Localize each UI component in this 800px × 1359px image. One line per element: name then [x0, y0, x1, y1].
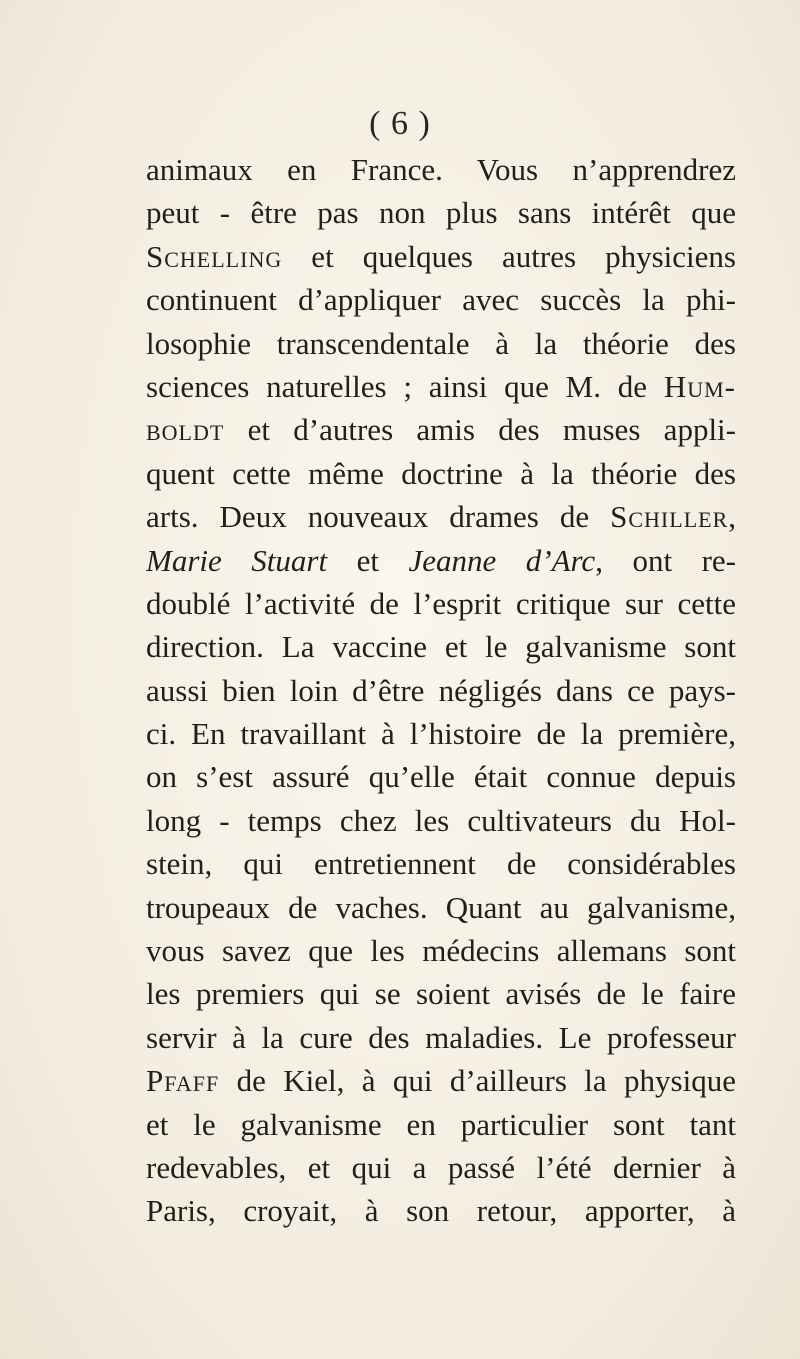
- proper-name: Schelling: [146, 238, 283, 274]
- text-line: [146, 365, 736, 408]
- text-line: [146, 625, 736, 668]
- text-span: losophie transcendentale à la théorie des: [146, 325, 736, 361]
- text-span: de Kiel, à qui d’ailleurs la physique: [219, 1063, 736, 1099]
- text-line: [146, 408, 736, 451]
- text-span: sciences naturelles ; ainsi que M. de: [146, 368, 664, 404]
- work-title: Marie Stuart: [146, 542, 328, 578]
- text-span: vous savez que les médecins allemans sont: [146, 933, 736, 969]
- text-span: ci. En travaillant à l’histoire de la première,: [146, 716, 736, 752]
- text-line: [146, 452, 736, 495]
- text-line: [146, 235, 736, 278]
- text-span: long - temps chez les cultivateurs du Hol-: [146, 802, 736, 838]
- proper-name: Pfaff: [146, 1063, 220, 1099]
- text-line: [146, 191, 736, 234]
- text-span: Paris, croyait, à son retour, apporter, à: [146, 1193, 736, 1229]
- text-line: [146, 842, 736, 885]
- text-line: [146, 886, 736, 929]
- proper-name: Hum-: [663, 368, 736, 404]
- text-span: aussi bien loin d’être négligés dans ce pays-: [146, 672, 736, 708]
- text-line: [146, 1059, 736, 1102]
- text-span: stein, qui entretiennent de considérables: [146, 846, 736, 882]
- text-line: [146, 799, 736, 842]
- text-line: [146, 1103, 736, 1146]
- text-line: [146, 1146, 736, 1189]
- body-text: [146, 148, 736, 1233]
- text-span: et d’autres amis des muses appli-: [224, 412, 736, 448]
- text-line: [146, 582, 736, 625]
- text-span: ,: [728, 499, 736, 535]
- text-span: on s’est assuré qu’elle était connue depuis: [146, 759, 736, 795]
- text-span: et quelques autres physiciens: [282, 238, 736, 274]
- text-line: [146, 712, 736, 755]
- page-number: ( 6 ): [369, 105, 431, 142]
- text-line: [146, 929, 736, 972]
- text-span: les premiers qui se soient avisés de le faire: [146, 976, 736, 1012]
- text-line: [146, 278, 736, 321]
- text-line: [146, 669, 736, 712]
- text-span: et le galvanisme en particulier sont tant: [146, 1106, 736, 1142]
- text-span: , ont re-: [595, 542, 736, 578]
- text-line: [146, 1016, 736, 1059]
- text-line: [146, 495, 736, 538]
- proper-name: Schiller: [610, 499, 729, 535]
- work-title: Jeanne d’Arc: [408, 542, 596, 578]
- text-line: [146, 539, 736, 582]
- text-line: [146, 148, 736, 191]
- text-line: [146, 1189, 736, 1232]
- text-span: animaux en France. Vous n’apprendrez: [146, 152, 736, 187]
- text-span: arts. Deux nouveaux drames de: [146, 499, 611, 535]
- text-span: servir à la cure des maladies. Le professeur: [146, 1019, 736, 1055]
- text-span: redevables, et qui a passé l’été dernier à: [146, 1149, 736, 1185]
- text-span: direction. La vaccine et le galvanisme sont: [146, 629, 736, 665]
- text-line: [146, 972, 736, 1015]
- text-span: quent cette même doctrine à la théorie des: [146, 455, 736, 491]
- text-span: continuent d’appliquer avec succès la phi-: [146, 282, 736, 318]
- text-line: [146, 322, 736, 365]
- text-span: peut - être pas non plus sans intérêt que: [146, 195, 736, 231]
- text-line: [146, 755, 736, 798]
- proper-name: boldt: [146, 412, 225, 448]
- text-span: et: [327, 542, 409, 578]
- text-span: troupeaux de vaches. Quant au galvanisme,: [146, 889, 736, 925]
- text-span: doublé l’activité de l’esprit critique sur cette: [146, 585, 736, 621]
